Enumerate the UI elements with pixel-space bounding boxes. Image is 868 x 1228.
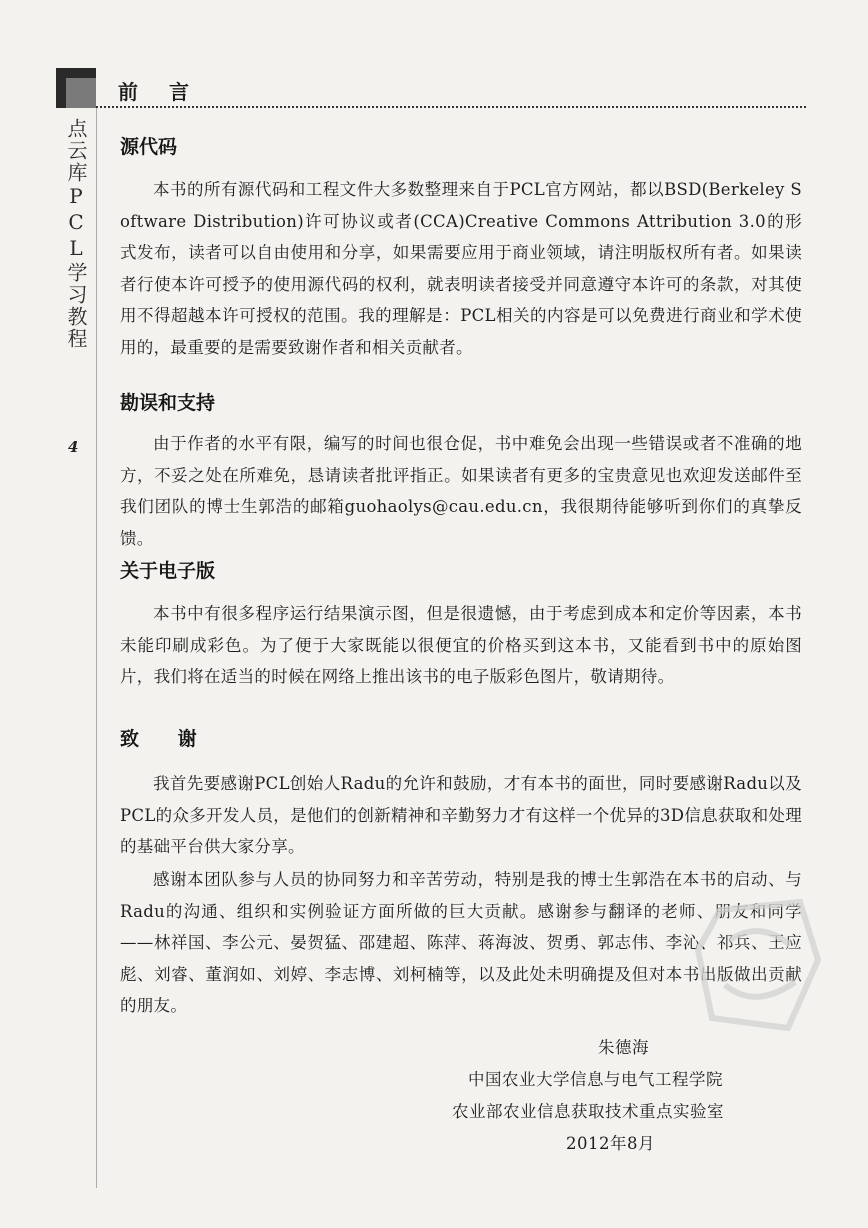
signature-institution: 中国农业大学信息与电气工程学院: [468, 1070, 723, 1089]
running-header-title: 前 言: [118, 80, 201, 104]
paragraph-ebook: 本书中有很多程序运行结果演示图，但是很遗憾，由于考虑到成本和定价等因素，本书未能印刷成彩色。为了便于大家既能以很便宜的价格买到这本书，又能看到书中的原始图片，我们将在适当的时候在网络上推出该书的电子版彩色图片，敬请期待。: [120, 604, 802, 687]
corner-marker-gray: [66, 78, 96, 108]
section-heading-errata: 勘误和支持: [120, 392, 216, 414]
header-divider: [96, 106, 806, 108]
signature-date: 2012年8月: [566, 1134, 655, 1153]
vertical-book-title: 点云库PCL学习教程: [64, 118, 88, 350]
margin-divider: [96, 108, 97, 1188]
paragraph-source-code: 本书的所有源代码和工程文件大多数整理来自于PCL官方网站，都以BSD(Berkeley Software Distribution)许可协议或者(CCA)Creative Commons Attribution 3.0的形式发布，读者可以自由使用和分享，如果需要应用于商业领域，请注明版权所有者。如果读者行使本许可授予的使用源代码的权利，就表明读者接受并同意遵守本许可的条款，对其使用不得超越本许可授权的范围。我的理解是：PCL相关的内容是可以免费进行商业和学术使用的，最重要的是需要致谢作者和相关贡献者。: [120, 180, 802, 357]
section-heading-source-code: 源代码: [120, 136, 178, 158]
paragraph-acknowledgements-2: 感谢本团队参与人员的协同努力和辛苦劳动，特别是我的博士生郭浩在本书的启动、与Radu的沟通、组织和实例验证方面所做的巨大贡献。感谢参与翻译的老师、朋友和同学——林祥国、李公元、晏贺猛、邵建超、陈萍、蒋海波、贺勇、郭志伟、李沁、祁兵、王应彪、刘睿、董润如、刘婷、李志博、刘柯楠等，以及此处未明确提及但对本书出版做出贡献的朋友。: [120, 870, 802, 1016]
page-number: 4: [68, 438, 79, 456]
paragraph-errata: 由于作者的水平有限，编写的时间也很仓促，书中难免会出现一些错误或者不准确的地方，不妥之处在所难免，恳请读者批评指正。如果读者有更多的宝贵意见也欢迎发送邮件至我们团队的博士生郭浩的邮箱guohaolys@cau.edu.cn，我很期待能够听到你们的真挚反馈。: [120, 434, 802, 548]
section-heading-ebook: 关于电子版: [120, 560, 216, 582]
paragraph-acknowledgements-1: 我首先要感谢PCL创始人Radu的允许和鼓励，才有本书的面世，同时要感谢Radu以及PCL的众多开发人员，是他们的创新精神和辛勤努力才有这样一个优异的3D信息获取和处理的基础平台供大家分享。: [120, 774, 802, 857]
signature-name: 朱德海: [598, 1038, 649, 1057]
section-heading-acknowledgements: 致 谢: [120, 728, 213, 750]
signature-lab: 农业部农业信息获取技术重点实验室: [452, 1102, 724, 1121]
